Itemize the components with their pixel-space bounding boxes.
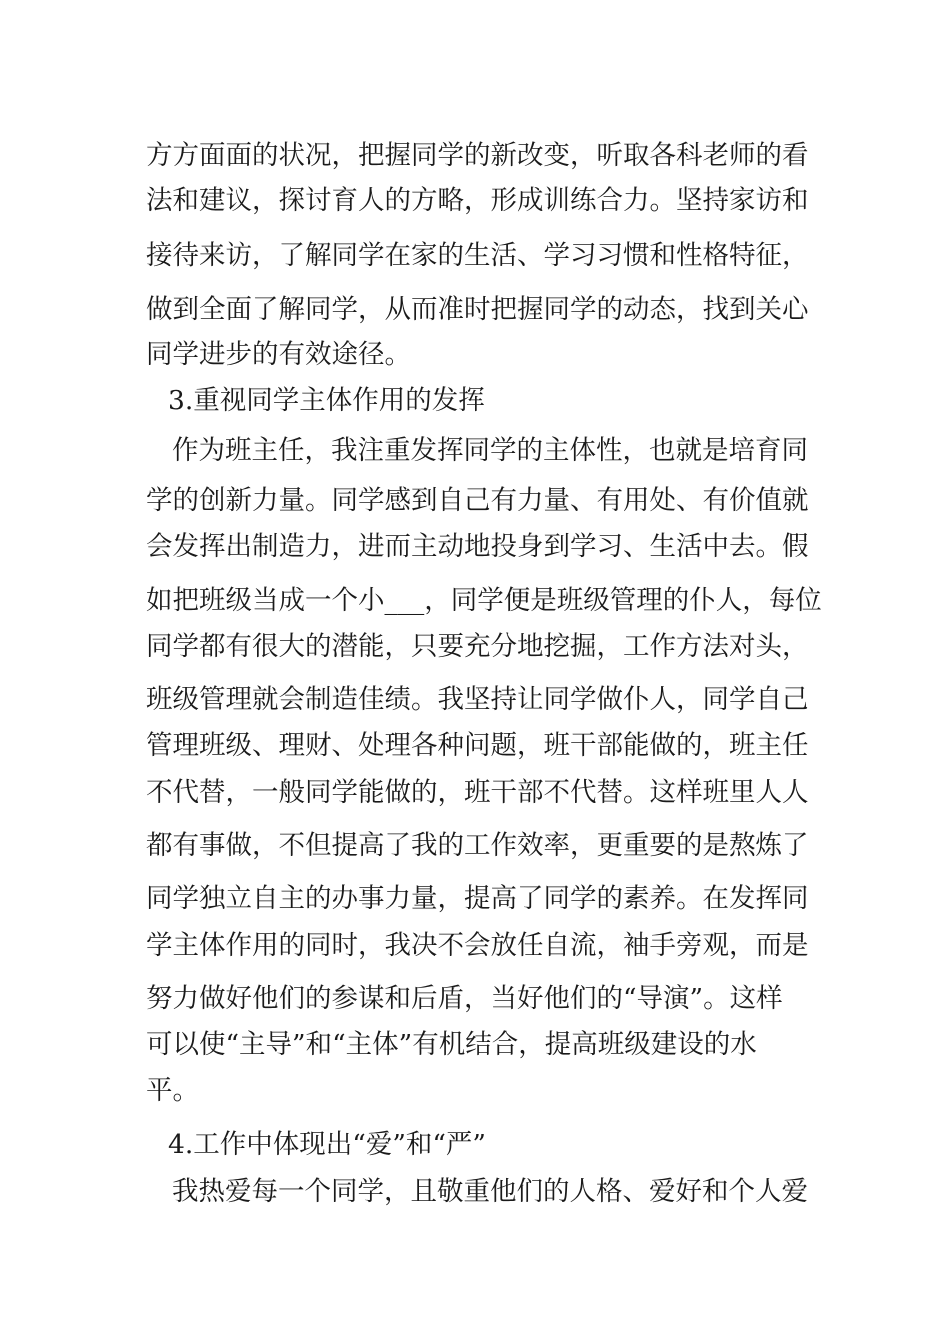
text-line-19: 可以使“主导”和“主体”有机结合，提高班级建设的水: [146, 1029, 757, 1060]
text-line-17: 学主体作用的同时，我决不会放任自流，袖手旁观，而是: [146, 930, 809, 961]
text-line-5: 同学进步的有效途径。: [146, 339, 411, 370]
text-line-11: 同学都有很大的潜能，只要充分地挖掘，工作方法对头，: [146, 631, 809, 662]
section-heading-4: 4.工作中体现出“爱”和“严”: [168, 1129, 486, 1160]
text-line-22: 我热爱每一个同学，且敬重他们的人格、爱好和个人爱: [172, 1176, 808, 1207]
text-line-20: 平。: [146, 1075, 199, 1106]
text-line-14: 不代替，一般同学能做的，班干部不代替。这样班里人人: [146, 777, 809, 808]
text-line-15: 都有事做，不但提高了我的工作效率，更重要的是熬炼了: [146, 830, 809, 861]
text-line-12: 班级管理就会制造佳绩。我坚持让同学做仆人，同学自己: [146, 684, 809, 715]
text-line-4: 做到全面了解同学，从而准时把握同学的动态，找到关心: [146, 294, 809, 325]
text-line-10: 如把班级当成一个小___，同学便是班级管理的仆人，每位: [146, 585, 822, 616]
text-line-18: 努力做好他们的参谋和后盾，当好他们的“导演”。这样: [146, 983, 783, 1014]
text-line-1: 方方面面的状况，把握同学的新改变，听取各科老师的看: [146, 140, 809, 171]
text-line-2: 法和建议，探讨育人的方略，形成训练合力。坚持家访和: [146, 185, 809, 216]
text-line-8: 学的创新力量。同学感到自己有力量、有用处、有价值就: [146, 485, 809, 516]
section-heading-3: 3.重视同学主体作用的发挥: [168, 385, 485, 416]
text-line-7: 作为班主任，我注重发挥同学的主体性，也就是培育同: [172, 435, 808, 466]
text-line-13: 管理班级、理财、处理各种问题，班干部能做的，班主任: [146, 730, 809, 761]
text-line-3: 接待来访，了解同学在家的生活、学习习惯和性格特征，: [146, 240, 809, 271]
text-line-16: 同学独立自主的办事力量，提高了同学的素养。在发挥同: [146, 883, 809, 914]
text-line-9: 会发挥出制造力，进而主动地投身到学习、生活中去。假: [146, 531, 809, 562]
